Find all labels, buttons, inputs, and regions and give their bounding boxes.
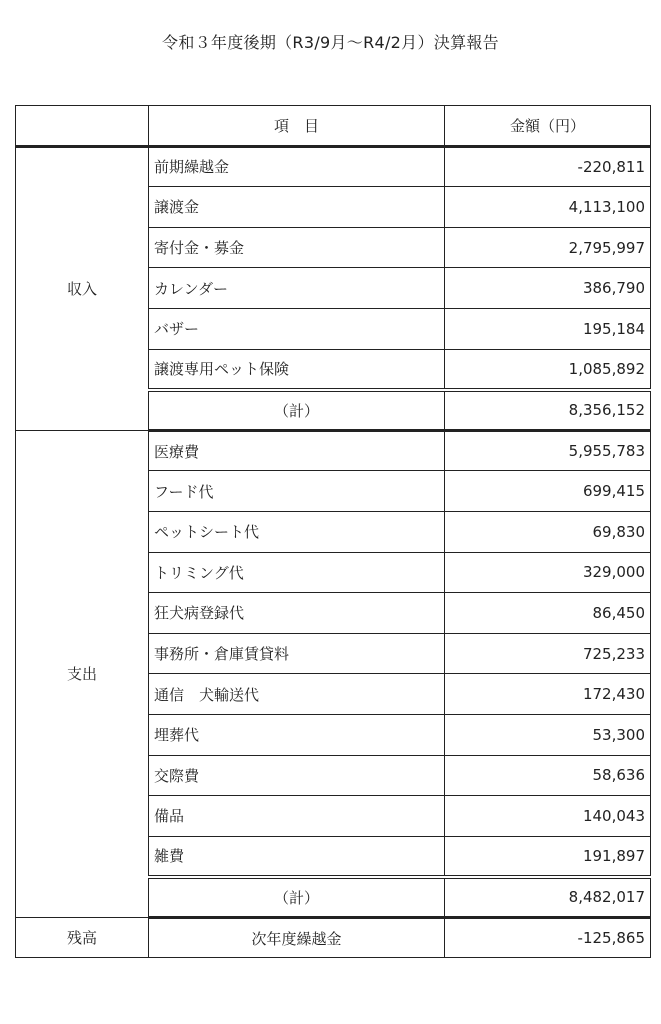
expense-subtotal-label: （計） (149, 877, 445, 918)
row-item: 交際費 (149, 755, 445, 796)
row-amount: 69,830 (445, 511, 651, 552)
report-title: 令和３年度後期（R3/9月～R4/2月）決算報告 (162, 33, 499, 52)
row-amount: 86,450 (445, 593, 651, 634)
row-item: 備品 (149, 796, 445, 837)
settlement-table (15, 105, 651, 958)
balance-label: 残高 (16, 917, 149, 958)
row-item: フード代 (149, 471, 445, 512)
row-amount: 1,085,892 (445, 349, 651, 390)
row-amount: 140,043 (445, 796, 651, 837)
balance-amount: -125,865 (445, 917, 651, 958)
row-amount: -220,811 (445, 146, 651, 187)
row-amount: 172,430 (445, 674, 651, 715)
row-amount: 2,795,997 (445, 227, 651, 268)
row-item: 事務所・倉庫賃貸料 (149, 633, 445, 674)
row-item: カレンダー (149, 268, 445, 309)
row-item: ペットシート代 (149, 511, 445, 552)
row-item: 狂犬病登録代 (149, 593, 445, 634)
table-row (16, 430, 651, 471)
expense-subtotal-amount: 8,482,017 (445, 877, 651, 918)
row-item: 前期繰越金 (149, 146, 445, 187)
row-item: トリミング代 (149, 552, 445, 593)
row-amount: 4,113,100 (445, 187, 651, 228)
row-item: 埋葬代 (149, 714, 445, 755)
row-amount: 53,300 (445, 714, 651, 755)
row-item: 譲渡金 (149, 187, 445, 228)
row-item: 医療費 (149, 430, 445, 471)
row-item: 雑費 (149, 836, 445, 877)
row-amount: 5,955,783 (445, 430, 651, 471)
header-row (16, 106, 651, 147)
row-amount: 191,897 (445, 836, 651, 877)
row-amount: 699,415 (445, 471, 651, 512)
row-item: 寄付金・募金 (149, 227, 445, 268)
row-item: 通信 犬輸送代 (149, 674, 445, 715)
income-subtotal-amount: 8,356,152 (445, 390, 651, 431)
table-row (16, 146, 651, 187)
income-label: 収入 (16, 146, 149, 430)
row-item: バザー (149, 308, 445, 349)
balance-row (16, 917, 651, 958)
income-subtotal-label: （計） (149, 390, 445, 431)
header-item: 項 目 (149, 106, 445, 147)
row-amount: 58,636 (445, 755, 651, 796)
balance-item: 次年度繰越金 (149, 917, 445, 958)
row-amount: 329,000 (445, 552, 651, 593)
row-item: 譲渡専用ペット保険 (149, 349, 445, 390)
row-amount: 386,790 (445, 268, 651, 309)
row-amount: 195,184 (445, 308, 651, 349)
header-category (16, 106, 149, 147)
row-amount: 725,233 (445, 633, 651, 674)
header-amount: 金額（円） (445, 106, 651, 147)
expense-label: 支出 (16, 430, 149, 917)
